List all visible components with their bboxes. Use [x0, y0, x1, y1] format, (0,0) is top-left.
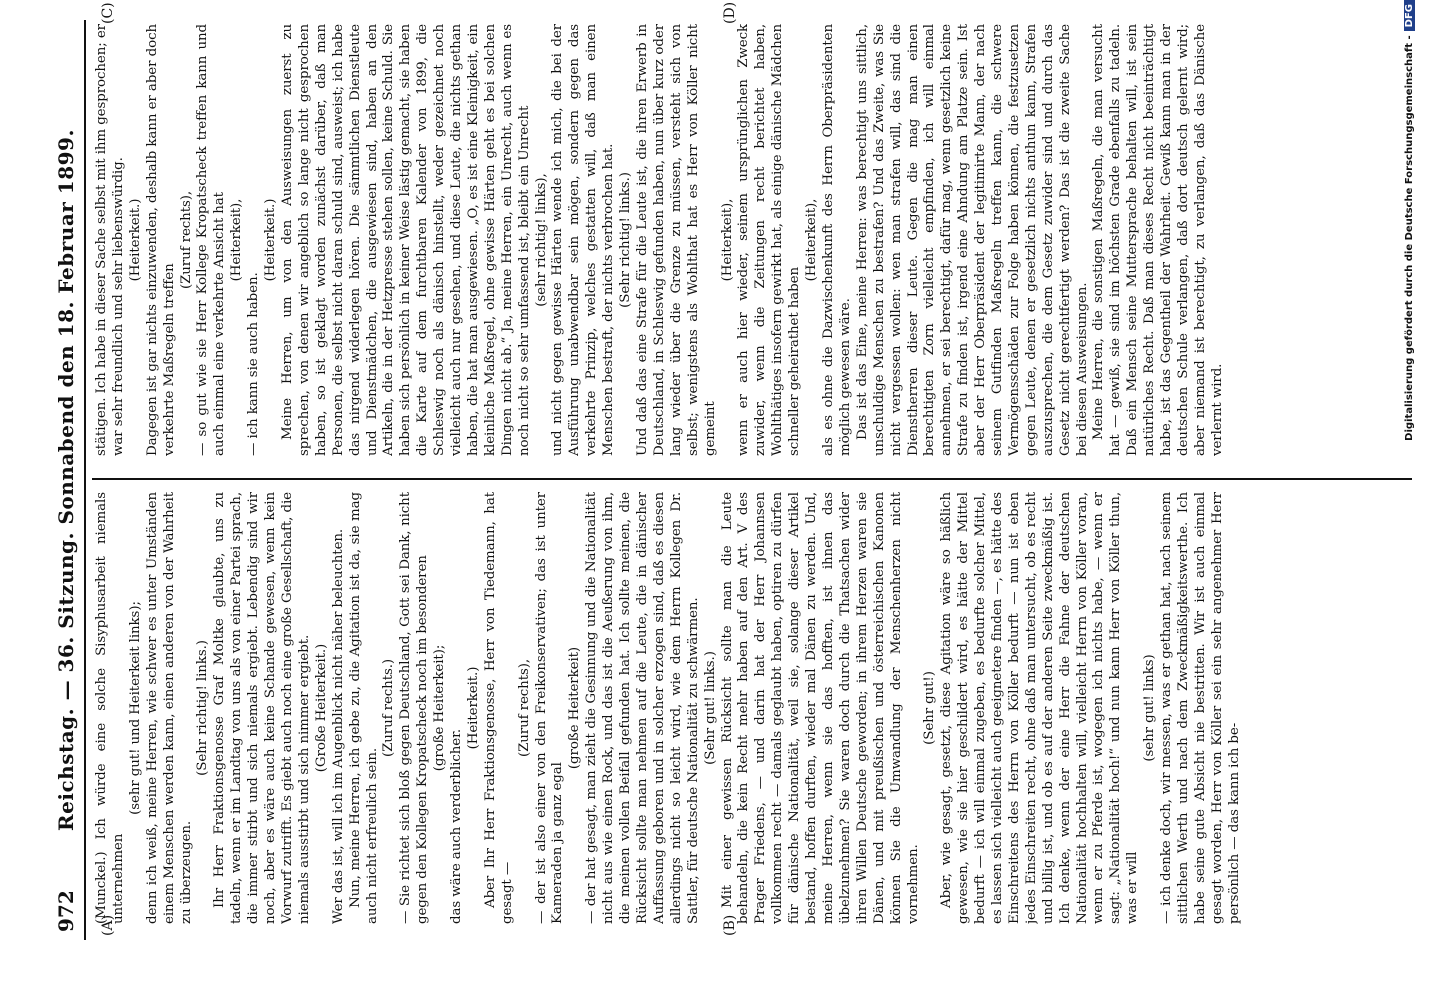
interjection: (große Heiterkeit) — [567, 646, 583, 770]
paragraph: — ich kann sie auch haben. — [246, 272, 262, 456]
interjection: (Zuruf rechts), — [178, 190, 194, 290]
running-head — [52, 20, 82, 940]
paragraph: Wer das ist, will ich im Augenblick nicht näher beleuchten. — [330, 528, 346, 924]
paragraph: — so gut wie sie Herr Kollege Kropatscheck treffen kann und auch einmal eine verkehrte Ansicht hat — [195, 24, 228, 456]
interjection: (Heiterkeit), — [229, 198, 245, 282]
paragraph: Meine Herren, um von den Ausweisungen zuerst zu sprechen, von denen wir angeblich so lange nicht gesprochen haben, so ist geklagt worden zunächst darüber, daß man Personen, die selbst nicht daran schuld sind, ausweist; ich habe das nirgend widerlegen hören. Die sämmtlichen Dienstleute und Dienstmädchen, die ausgewiesen sind, haben an den Artikeln, die in der Hetzpresse stehen sollen, keine Schuld. Sie haben sich persönlich in keiner Weise lästig gemacht, sie haben die Karte auf dem furchtbaren Kalender von 1899, die Schleswig noch als dänisch hinstellt, weder gezeichnet noch vielleicht auch nur gesehen, und diese Leute, die nichts gethan haben, die hat man ausgewiesen. „O, es ist eine Kleinigkeit, ein kleinliche Maßregel, ohne gewisse Härten geht es bei solchen Dingen nicht ab.“ Ja, meine Herren, ein Unrecht, auch wenn es noch nicht so sehr umfassend ist, bleibt ein Unrecht — [279, 24, 532, 456]
interjection: (Sehr gut!) — [922, 671, 938, 745]
paragraph: (Munckel.) Ich würde eine solche Sisyphusarbeit niemals unternehmen — [94, 492, 126, 924]
paragraph: Dagegen ist gar nichts einzuwenden, deshalb kann er aber doch verkehrte Maßregeln treffen — [144, 24, 177, 456]
margin-marker-c: (C) — [100, 2, 116, 24]
left-column — [94, 492, 1404, 924]
margin-marker-d: (D) — [722, 1, 738, 24]
paragraph: Das ist das Eine, meine Herren: was berechtigt uns sittlich, unschuldige Menschen zu bestrafen? Und das Zweite, was Sie nicht vergessen wollen: wen man strafen will, das sind die Dienstherren dieser Leute. Gegen die mag man einen berechtigten Zorn vielleicht empfinden, ich will einmal annehmen, er sei berechtigt, dafür mag, wenn gesetzlich keine Strafe zu finden ist, irgend eine Ahndung am Platze sein. Ist aber der Herr Oberpräsident der legitimirte Mann, der nach seinem Gutfinden Maßregeln treffen kann, die schwere Vermögensschäden zur Folge haben können, die festzusetzen gegen Leute, denen er gesetzlich nichts anthun kann, Strafen auszusprechen, die dem Gesetz zuwider sind und durch das Gesetz nicht gerechtfertigt werden? Das ist die zweite Sache bei diesen Ausweisungen. — [854, 24, 1090, 456]
right-column — [94, 24, 1404, 456]
column-divider — [92, 478, 1412, 480]
paragraph: Aber Ihr Herr Fraktionsgenosse, Herr von Tiedemann, hat gesagt — — [482, 492, 515, 924]
interjection: (Heiterkeit.) — [127, 198, 143, 282]
interjection: (Sehr gut! links.) — [702, 651, 718, 765]
paragraph: das wäre auch verderblicher. — [449, 728, 465, 924]
paragraph: stätigen. Ich habe in dieser Sache selbst mit ihm gesprochen; er war sehr freundlich und sehr liebenswürdig. — [94, 24, 126, 456]
paragraph: Meine Herren, die sonstigen Maßregeln, die man versucht hat — gewiß, sie sind im höchsten Grade ebenfalls zu tadeln. Daß ein Mensch seine Muttersprache behalten will, ist sein natürliches Recht. Daß man dieses Recht nicht beeinträchtigt habe, ist das Gegentheil der Wahrheit. Gewiß kann man in der deutschen Schule verlangen, daß dort deutsch gelernt wird; aber niemand ist berechtigt, zu verlangen, daß das Dänische verlernt wird. — [1091, 24, 1225, 456]
paragraph: — der hat gesagt, man zieht die Gesinnung und die Nationalität nicht aus wie einen Rock, und das ist die Aeußerung von ihm, die meinen vollen Beifall gefunden hat. Ich sollte meinen, die Rücksicht sollte man nehmen auf die Leute, die in dänischer Auffassung geboren und in solcher erzogen sind, daß es diesen allerdings nicht so leicht wird, wie dem Herrn Kollegen Dr. Sattler, für deutsche Nationalität zu schwärmen. — [584, 492, 701, 924]
paragraph: — ich denke doch, wir messen, was er gethan hat, nach seinem sittlichen Werth und nach dem Zweckmäßigkeitswerthe. Ich habe seine gute Absicht nie bestritten. Wir ist auch einmal gesagt worden, Herr von Köller sei ein sehr angenehmer Herr persönlich — das kann ich be- — [1159, 492, 1242, 924]
interjection: (Sehr richtig! links.) — [618, 172, 634, 308]
page-number: 972 — [54, 890, 78, 932]
interjection: (Heiterkeit), — [804, 198, 820, 282]
header-rule — [84, 20, 86, 940]
paragraph: Aber, wie gesagt, gesetzt, diese Agitation wäre so häßlich gewesen, wie sie hier geschildert wird, es hätte der Mittel bedurft — ich will einmal zugeben, es bedurfte solcher Mittel, es lassen sich vielleicht auch geeignetere finden —, es hätte des Einschreitens des Herrn von Köller bedurft — nun ist eben jedes Einschreiten recht, ohne daß man untersucht, ob es recht und billig ist, und ob es auf der anderen Seite zweckmäßig ist. Ich denke, wenn der eine Herr die Fahne der deutschen Nationalität hochhalten will, vielleicht Herrn von Köller voran, wenn er zu Pferde ist, wogegen ich nichts habe, — wenn er sagt: „Nationalität hoch!“ und nun kann Herr von Köller thun, was er will — [939, 492, 1141, 924]
paragraph: Mit einer gewissen Rücksicht sollte man die Leute behandeln, die kein Recht mehr haben auf den Art. V des Prager Friedens, — und darin hat der Herr Johannsen vollkommen recht — damals geglaubt haben, optiren zu dürfen für dänische Nationalität, weil sie, solange dieser Artikel bestand, hoffen durften, wieder mal Dänen zu werden. Und, meine Herren, wenn sie das hofften, ist ihnen das übelzunehmen? Sie waren doch durch die Thatsachen wider ihren Willen Deutsche geworden; in ihrem Herzen waren sie Dänen, und mit preußischen und österreichischen Kanonen können Sie die Umwandlung der Menschenherzen nicht vornehmen. — [719, 492, 921, 924]
margin-marker-a: (A) — [100, 914, 116, 936]
paragraph: und nicht gegen gewisse Härten wende ich mich, die bei der Ausführung unabwendbar sein mögen, sondern gegen das verkehrte Prinzip, welches gestatten will, daß man einen Menschen bestraft, der nichts verbrochen hat. — [550, 24, 617, 456]
interjection: (Heiterkeit), — [719, 198, 735, 282]
paragraph: wenn er auch hier wieder, seinem ursprünglichen Zweck zuwider, wenn die Zeitungen recht berichtet haben, Wohlthätiges insofern gewirkt hat, als einige dänische Mädchen schneller geheirathet haben — [736, 24, 803, 456]
interjection: (sehr gut! und Heiterkeit links); — [127, 601, 143, 815]
paragraph: Und daß das eine Strafe für die Leute ist, die ihren Erwerb in Deutschland, in Schleswig gefunden haben, nun über kurz oder lang wieder über die Grenze zu müssen, versteht sich von selbst; wenigstens als Wohlthat hat es Herr von Köller nicht gemeint — [635, 24, 718, 456]
paragraph: Ihr Herr Fraktionsgenosse Graf Moltke glaubte, uns zu tadeln, wenn er im Landtag von uns als von einer Partei sprach, die immer stirbt und sich niemals ergiebt. Lebendig sind wir noch, aber es wäre auch keine Schande gewesen, wenn kein Vorwurf zutrifft. Es giebt auch noch eine große Gesellschaft, die niemals ausstirbt und sich nimmer ergiebt. — [212, 492, 312, 924]
dfg-logo: DFG — [1404, 0, 1415, 31]
interjection: (große Heiterkeit); — [432, 644, 448, 772]
interjection: (Große Heiterkeit.) — [313, 643, 329, 773]
interjection: (Zuruf rechts.) — [381, 658, 397, 758]
paragraph: als es ohne die Dazwischenkunft des Herrn Oberpräsidenten möglich gewesen wäre. — [820, 24, 853, 456]
paragraph: denn ich weiß, meine Herren, wie schwer es unter Umständen einem Menschen werden kann, einen anderen von der Wahrheit zu überzeugen. — [144, 492, 194, 924]
interjection: (Heiterkeit.) — [465, 666, 481, 750]
paragraph: — Sie richtet sich bloß gegen Deutschland, Gott sei Dank, nicht gegen den Kollegen Kropatscheck noch im besonderen — [398, 492, 431, 924]
digitization-text: Digitalisierung gefördert durch die Deutsche Forschungsgemeinschaft - — [1404, 35, 1415, 441]
interjection: (Sehr richtig! links.) — [195, 640, 211, 776]
header-title: Reichstag. — 36. Sitzung. Sonnabend den 18. Februar 1899. — [54, 129, 78, 831]
margin-marker-b: (B) — [722, 914, 738, 936]
paragraph: Nun, meine Herren, ich gebe zu, die Agitation ist da, sie mag auch nicht erfreulich sein. — [347, 492, 380, 924]
interjection: (sehr richtig! links), — [533, 173, 549, 307]
interjection: (sehr gut! links) — [1142, 654, 1158, 762]
paragraph: — der ist also einer von den Freikonservativen; das ist unter Kameraden ja ganz egal — [533, 492, 566, 924]
digitization-note — [1404, 0, 1420, 1000]
interjection: (Heiterkeit.) — [263, 198, 279, 282]
interjection: (Zuruf rechts), — [516, 658, 532, 758]
